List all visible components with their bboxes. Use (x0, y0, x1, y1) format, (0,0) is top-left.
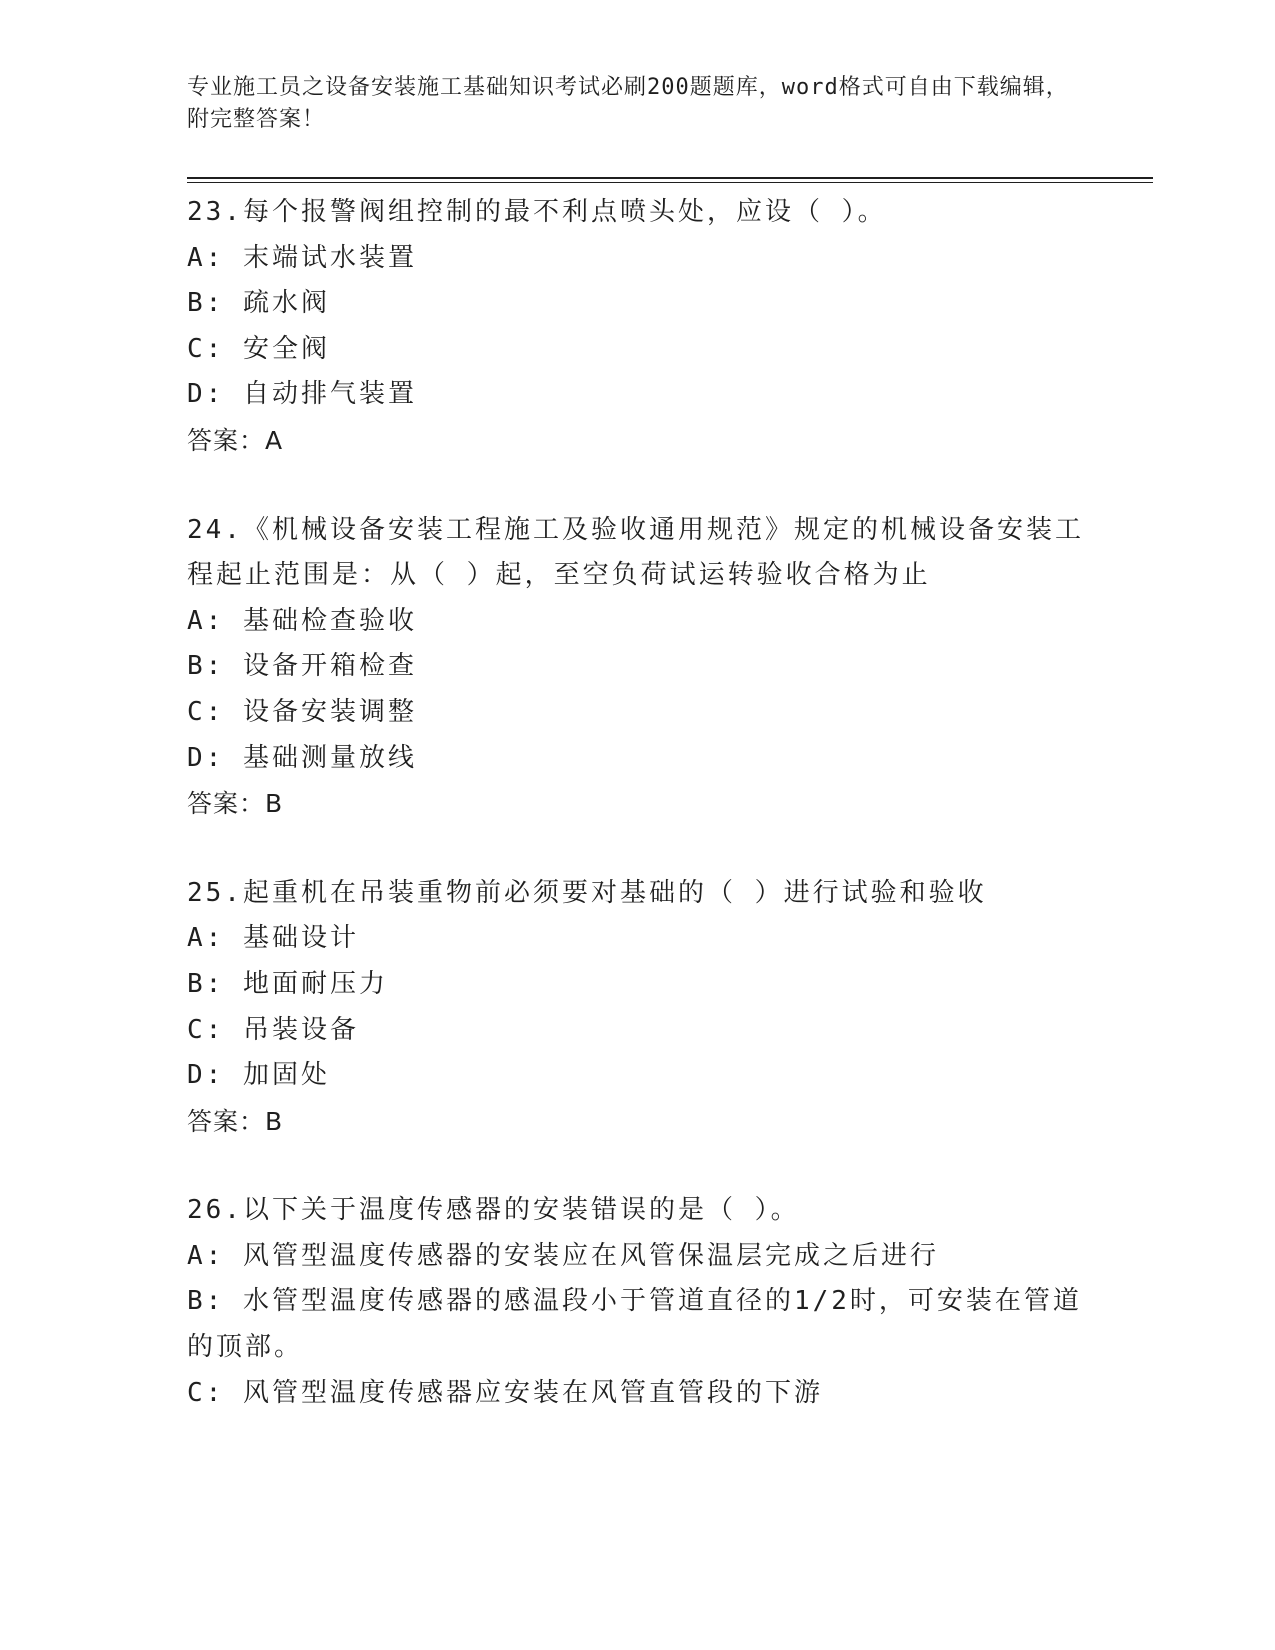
question-stem: 23.每个报警阀组控制的最不利点喷头处，应设（ ）。 (187, 197, 887, 227)
option-b: B: 水管型温度传感器的感温段小于管道直径的1/2时，可安装在管道的顶部。 (187, 1286, 1082, 1363)
option-d: D: 自动排气装置 (187, 379, 417, 410)
option-a: A: 基础设计 (187, 923, 359, 954)
answer-label: 答案：B (187, 789, 284, 819)
question-stem: 26.以下关于温度传感器的安装错误的是（ ）。 (187, 1195, 800, 1226)
option-a: A: 基础检查验收 (187, 605, 417, 636)
option-c: C: 安全阀 (187, 333, 330, 364)
header-divider-thin (187, 182, 1153, 183)
option-c: C: 吊装设备 (187, 1014, 359, 1045)
question-25 (187, 871, 1087, 1145)
question-26 (187, 1188, 1087, 1416)
option-b: B: 地面耐压力 (187, 968, 388, 999)
option-d: D: 基础测量放线 (187, 742, 417, 773)
answer-label: 答案：B (187, 1106, 284, 1136)
option-b: B: 疏水阀 (187, 288, 330, 319)
header-divider-thick (187, 177, 1153, 179)
option-d: D: 加固处 (187, 1060, 330, 1091)
question-24 (187, 508, 1087, 827)
option-a: A: 风管型温度传感器的安装应在风管保温层完成之后进行 (187, 1240, 939, 1271)
option-c: C: 风管型温度传感器应安装在风管直管段的下游 (187, 1377, 823, 1408)
question-list (187, 190, 1087, 1460)
question-stem: 24.《机械设备安装工程施工及验收通用规范》规定的机械设备安装工程起止范围是：从（ ）起，至空负荷试运转验收合格为止 (187, 514, 1084, 591)
option-a: A: 末端试水装置 (187, 242, 417, 273)
document-header: 专业施工员之设备安装施工基础知识考试必刷200题题库，word格式可自由下载编辑，附完整答案！ (187, 75, 1069, 132)
option-c: C: 设备安装调整 (187, 696, 417, 727)
question-stem: 25.起重机在吊装重物前必须要对基础的（ ）进行试验和验收 (187, 877, 987, 908)
option-b: B: 设备开箱检查 (187, 651, 417, 682)
answer-label: 答案：A (187, 425, 284, 455)
question-23 (187, 190, 1087, 464)
